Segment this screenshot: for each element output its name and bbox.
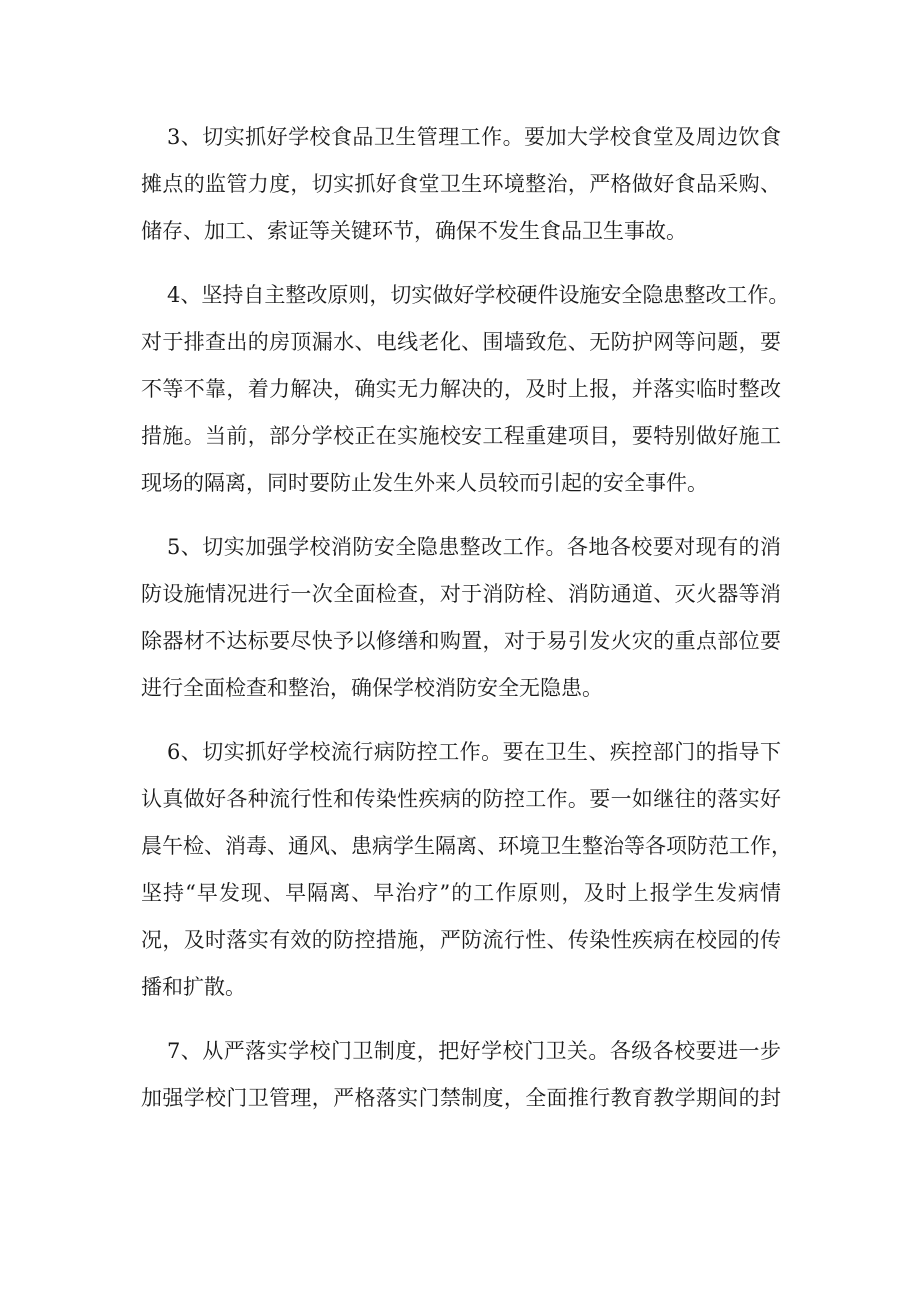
paragraph-line: 况，及时落实有效的防控措施，严防流行性、传染性疾病在校园的传 [141,928,781,952]
paragraph-line: 认真做好各种流行性和传染性疾病的防控工作。要一如继往的落实好 [141,787,781,811]
document-body [141,114,792,1139]
paragraph-line: 现场的隔离，同时要防止发生外来人员较而引起的安全事件。 [141,471,708,495]
paragraph-line: 坚持“早发现、早隔离、早治疗”的工作原则，及时上报学生发病情 [141,881,781,905]
paragraph-7 [141,1028,781,1122]
paragraph-line: 3、切实抓好学校食品卫生管理工作。要加大学校食堂及周边饮食 [167,125,781,149]
paragraph-line: 摊点的监管力度，切实抓好食堂卫生环境整治，严格做好食品采购、 [141,172,781,196]
paragraph-line: 播和扩散。 [141,975,246,999]
paragraph-line: 措施。当前，部分学校正在实施校安工程重建项目，要特别做好施工 [141,424,781,448]
paragraph-line: 4、坚持自主整改原则，切实做好学校硬件设施安全隐患整改工作。 [167,283,790,307]
paragraph-line: 不等不靠，着力解决，确实无力解决的，及时上报，并落实临时整改 [141,377,781,401]
paragraph-line: 除器材不达标要尽快予以修缮和购置，对于易引发火灾的重点部位要 [141,629,781,653]
paragraph-line: 储存、加工、索证等关键环节，确保不发生食品卫生事故。 [141,219,687,243]
paragraph-line: 晨午检、消毒、通风、患病学生隔离、环境卫生整治等各项防范工作， [141,834,792,858]
paragraph-line: 7、从严落实学校门卫制度，把好学校门卫关。各级各校要进一步 [167,1039,781,1063]
paragraph-line: 加强学校门卫管理，严格落实门禁制度，全面推行教育教学期间的封 [141,1086,781,1110]
paragraph-5 [141,524,781,712]
paragraph-line: 进行全面检查和整治，确保学校消防安全无隐患。 [141,676,603,700]
paragraph-line: 对于排查出的房顶漏水、电线老化、围墙致危、无防护网等问题，要 [141,330,781,354]
paragraph-line: 5、切实加强学校消防安全隐患整改工作。各地各校要对现有的消 [167,535,781,559]
paragraph-line: 6、切实抓好学校流行病防控工作。要在卫生、疾控部门的指导下 [167,740,781,764]
paragraph-3 [141,114,781,255]
paragraph-line: 防设施情况进行一次全面检查，对于消防栓、消防通道、灭火器等消 [141,582,781,606]
paragraph-6 [141,729,792,1011]
paragraph-4 [141,272,790,507]
